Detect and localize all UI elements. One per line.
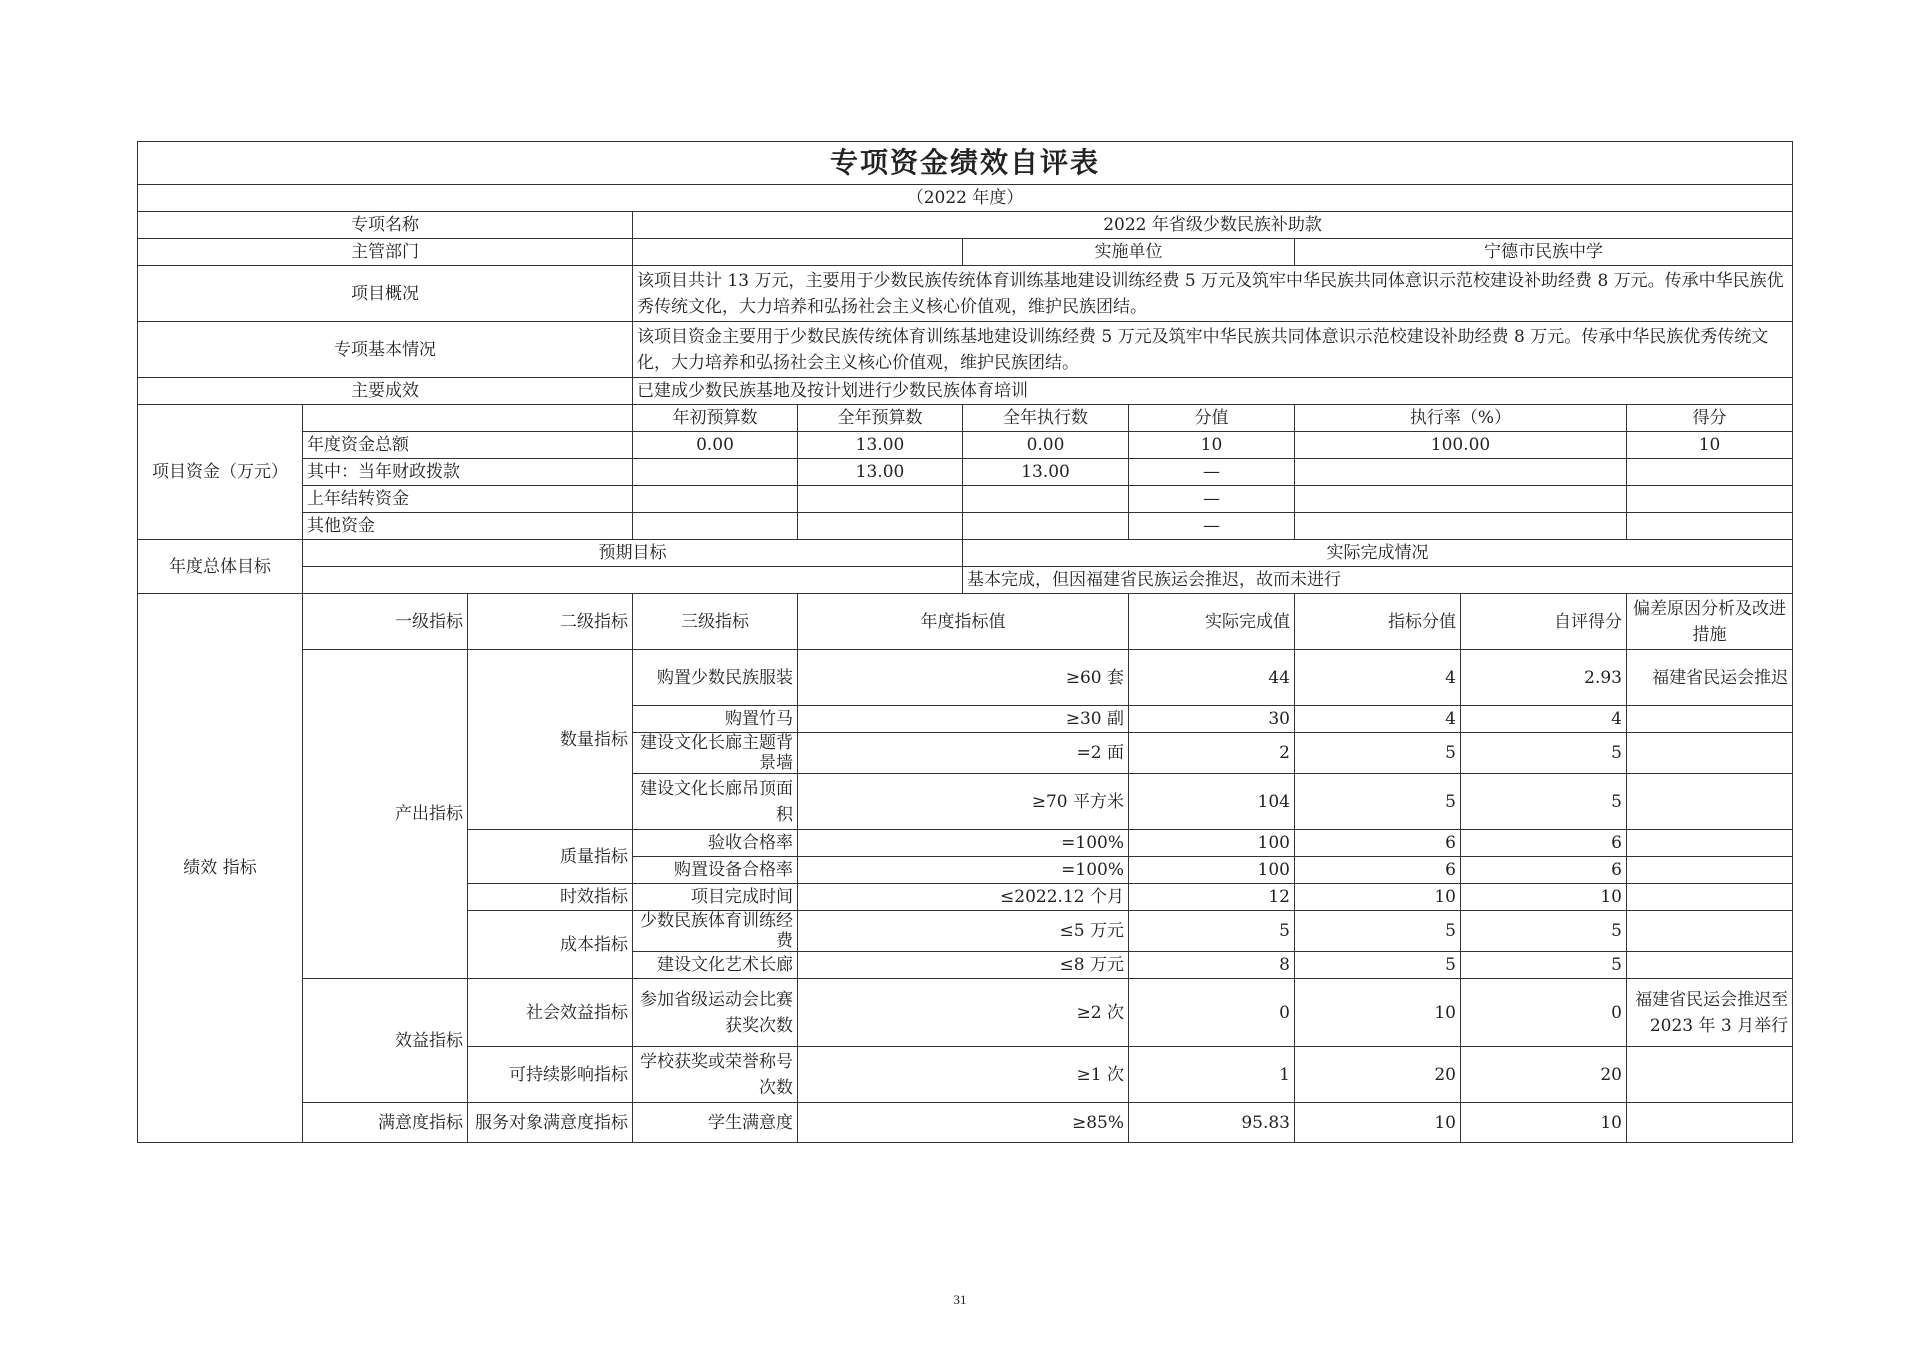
funds-row: [138, 486, 1793, 513]
target-value: ≥1 次: [798, 1047, 1129, 1103]
l3-indicator: 少数民族体育训练经费: [633, 911, 798, 952]
funds-cell: [1627, 513, 1793, 540]
achievement-label: 主要成效: [138, 378, 633, 405]
table-row: [138, 979, 1793, 1047]
funds-cell: [633, 459, 798, 486]
target-value: ≥70 平方米: [798, 774, 1129, 830]
project-name-label: 专项名称: [138, 212, 633, 239]
deviation-note: 福建省民运会推迟: [1627, 650, 1793, 706]
l1-output: 产出指标: [303, 650, 468, 979]
weight-value: 10: [1295, 884, 1461, 911]
deviation-note: 福建省民运会推迟至 2023 年 3 月举行: [1627, 979, 1793, 1047]
score-value: 10: [1461, 1103, 1627, 1143]
perf-header: 二级指标: [468, 594, 633, 650]
target-value: =100%: [798, 830, 1129, 857]
weight-value: 5: [1295, 911, 1461, 952]
funds-label: 项目资金（万元）: [138, 405, 303, 540]
actual-value: 100: [1129, 830, 1295, 857]
funds-cell: 10: [1129, 432, 1295, 459]
weight-value: 6: [1295, 830, 1461, 857]
target-value: ≥2 次: [798, 979, 1129, 1047]
perf-header: 自评得分: [1461, 594, 1627, 650]
l2-cost: 成本指标: [468, 911, 633, 979]
l2-quality: 质量指标: [468, 830, 633, 884]
score-value: 5: [1461, 774, 1627, 830]
l3-indicator: 建设文化长廊吊顶面积: [633, 774, 798, 830]
l1-benefit: 效益指标: [303, 979, 468, 1103]
actual-value: 0: [1129, 979, 1295, 1047]
page-number: 31: [953, 1292, 967, 1307]
l3-indicator: 购置设备合格率: [633, 857, 798, 884]
l1-satisfaction: 满意度指标: [303, 1103, 468, 1143]
l3-indicator: 建设文化艺术长廊: [633, 952, 798, 979]
score-value: 6: [1461, 857, 1627, 884]
deviation-note: [1627, 830, 1793, 857]
actual-status-text: 基本完成，但因福建省民族运会推迟，故而未进行: [963, 567, 1793, 594]
weight-value: 6: [1295, 857, 1461, 884]
l3-indicator: 购置少数民族服装: [633, 650, 798, 706]
weight-value: 20: [1295, 1047, 1461, 1103]
table-title: 专项资金绩效自评表: [138, 142, 1793, 185]
score-value: 4: [1461, 706, 1627, 733]
funds-row-name: 其他资金: [303, 513, 633, 540]
actual-value: 2: [1129, 733, 1295, 774]
target-value: ≤5 万元: [798, 911, 1129, 952]
weight-value: 4: [1295, 650, 1461, 706]
table-row: [138, 650, 1793, 706]
target-value: ≤8 万元: [798, 952, 1129, 979]
l2-social: 社会效益指标: [468, 979, 633, 1047]
actual-value: 30: [1129, 706, 1295, 733]
perf-header: 三级指标: [633, 594, 798, 650]
funds-cell: [1295, 486, 1627, 513]
l3-indicator: 购置竹马: [633, 706, 798, 733]
funds-header: 年初预算数: [633, 405, 798, 432]
performance-label: 绩效 指标: [138, 594, 303, 1143]
funds-header: 分值: [1129, 405, 1295, 432]
funds-cell: —: [1129, 513, 1295, 540]
actual-value: 100: [1129, 857, 1295, 884]
deviation-note: [1627, 1047, 1793, 1103]
actual-value: 95.83: [1129, 1103, 1295, 1143]
weight-value: 10: [1295, 1103, 1461, 1143]
impl-label: 实施单位: [963, 239, 1295, 266]
l2-quantity: 数量指标: [468, 650, 633, 830]
deviation-note: [1627, 774, 1793, 830]
score-value: 6: [1461, 830, 1627, 857]
actual-value: 1: [1129, 1047, 1295, 1103]
project-name-value: 2022 年省级少数民族补助款: [633, 212, 1793, 239]
funds-cell: 13.00: [963, 459, 1129, 486]
funds-cell: [1295, 459, 1627, 486]
l2-service: 服务对象满意度指标: [468, 1103, 633, 1143]
l2-time: 时效指标: [468, 884, 633, 911]
funds-cell: 13.00: [798, 459, 963, 486]
overview-text: 该项目共计 13 万元，主要用于少数民族传统体育训练基地建设训练经费 5 万元及筑牢中华民族共同体意识示范校建设补助经费 8 万元。传承中华民族优秀传统文化，大力培养和弘扬社会主义核心价值观，维护民族团结。: [633, 266, 1793, 322]
table-row: [138, 1103, 1793, 1143]
performance-self-evaluation-table: [137, 141, 1793, 1143]
overview-label: 项目概况: [138, 266, 633, 322]
funds-cell: [1627, 459, 1793, 486]
score-value: 5: [1461, 733, 1627, 774]
funds-header: 执行率（%）: [1295, 405, 1627, 432]
impl-value: 宁德市民族中学: [1295, 239, 1793, 266]
dept-label: 主管部门: [138, 239, 633, 266]
actual-value: 5: [1129, 911, 1295, 952]
funds-cell: 100.00: [1295, 432, 1627, 459]
funds-row: [138, 432, 1793, 459]
weight-value: 5: [1295, 733, 1461, 774]
funds-row: [138, 459, 1793, 486]
funds-header: 得分: [1627, 405, 1793, 432]
target-value: ≥30 副: [798, 706, 1129, 733]
deviation-note: [1627, 733, 1793, 774]
funds-cell: [963, 486, 1129, 513]
score-value: 10: [1461, 884, 1627, 911]
l3-indicator: 参加省级运动会比赛获奖次数: [633, 979, 798, 1047]
basic-info-label: 专项基本情况: [138, 322, 633, 378]
funds-row-name: 年度资金总额: [303, 432, 633, 459]
perf-header: 实际完成值: [1129, 594, 1295, 650]
funds-header: 全年预算数: [798, 405, 963, 432]
perf-header: 一级指标: [303, 594, 468, 650]
target-value: =100%: [798, 857, 1129, 884]
l3-indicator: 学校获奖或荣誉称号次数: [633, 1047, 798, 1103]
perf-header: 指标分值: [1295, 594, 1461, 650]
target-value: =2 面: [798, 733, 1129, 774]
funds-row: [138, 513, 1793, 540]
funds-cell: 10: [1627, 432, 1793, 459]
l2-sustain: 可持续影响指标: [468, 1047, 633, 1103]
funds-cell: [633, 486, 798, 513]
funds-cell: [798, 486, 963, 513]
deviation-note: [1627, 952, 1793, 979]
funds-cell: [1627, 486, 1793, 513]
funds-cell: [798, 513, 963, 540]
score-value: 20: [1461, 1047, 1627, 1103]
funds-cell: [1295, 513, 1627, 540]
target-value: ≤2022.12 个月: [798, 884, 1129, 911]
expected-goal-text: [303, 567, 963, 594]
actual-value: 8: [1129, 952, 1295, 979]
target-value: ≥60 套: [798, 650, 1129, 706]
year-caption: （2022 年度）: [138, 185, 1793, 212]
deviation-note: [1627, 911, 1793, 952]
score-value: 5: [1461, 911, 1627, 952]
funds-cell: 13.00: [798, 432, 963, 459]
basic-info-text: 该项目资金主要用于少数民族传统体育训练基地建设训练经费 5 万元及筑牢中华民族共同体意识示范校建设补助经费 8 万元。传承中华民族优秀传统文化，大力培养和弘扬社会主义核心价值观，维护民族团结。: [633, 322, 1793, 378]
funds-cell: 0.00: [963, 432, 1129, 459]
deviation-note: [1627, 857, 1793, 884]
funds-cell: 0.00: [633, 432, 798, 459]
l3-indicator: 学生满意度: [633, 1103, 798, 1143]
actual-value: 12: [1129, 884, 1295, 911]
annual-goal-label: 年度总体目标: [138, 540, 303, 594]
perf-header: 年度指标值: [798, 594, 1129, 650]
deviation-note: [1627, 706, 1793, 733]
funds-row-name: 其中：当年财政拨款: [303, 459, 633, 486]
weight-value: 4: [1295, 706, 1461, 733]
perf-header: 偏差原因分析及改进措施: [1627, 594, 1793, 650]
l3-indicator: 建设文化长廊主题背景墙: [633, 733, 798, 774]
weight-value: 5: [1295, 774, 1461, 830]
deviation-note: [1627, 1103, 1793, 1143]
l3-indicator: 项目完成时间: [633, 884, 798, 911]
actual-status-label: 实际完成情况: [963, 540, 1793, 567]
weight-value: 5: [1295, 952, 1461, 979]
expected-goal-label: 预期目标: [303, 540, 963, 567]
funds-header-blank: [303, 405, 633, 432]
score-value: 0: [1461, 979, 1627, 1047]
funds-row-name: 上年结转资金: [303, 486, 633, 513]
dept-value: [633, 239, 963, 266]
achievement-text: 已建成少数民族基地及按计划进行少数民族体育培训: [633, 378, 1793, 405]
l3-indicator: 验收合格率: [633, 830, 798, 857]
funds-cell: —: [1129, 459, 1295, 486]
weight-value: 10: [1295, 979, 1461, 1047]
funds-cell: [963, 513, 1129, 540]
funds-cell: [633, 513, 798, 540]
actual-value: 104: [1129, 774, 1295, 830]
actual-value: 44: [1129, 650, 1295, 706]
deviation-note: [1627, 884, 1793, 911]
target-value: ≥85%: [798, 1103, 1129, 1143]
funds-header: 全年执行数: [963, 405, 1129, 432]
funds-cell: —: [1129, 486, 1295, 513]
score-value: 2.93: [1461, 650, 1627, 706]
score-value: 5: [1461, 952, 1627, 979]
